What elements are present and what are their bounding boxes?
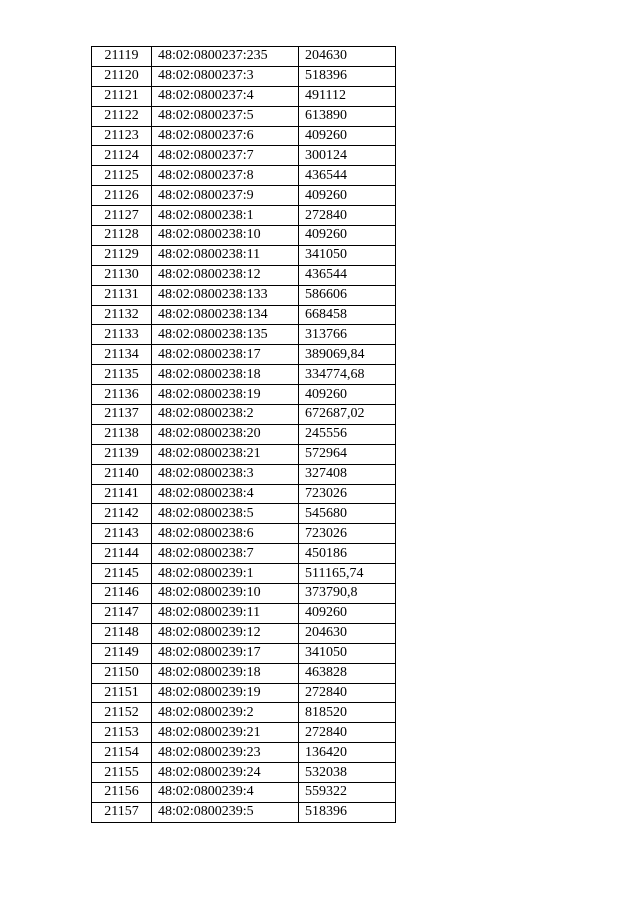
value-cell: 511165,74 — [299, 564, 396, 584]
row-number-cell: 21130 — [92, 265, 152, 285]
cadastral-number-cell: 48:02:0800238:10 — [152, 226, 299, 246]
table-row — [92, 643, 396, 663]
row-number-cell: 21152 — [92, 703, 152, 723]
cadastral-number-cell: 48:02:0800239:1 — [152, 564, 299, 584]
value-cell: 204630 — [299, 47, 396, 67]
row-number-cell: 21126 — [92, 186, 152, 206]
table-row — [92, 325, 396, 345]
row-number-cell: 21127 — [92, 206, 152, 226]
table-row — [92, 106, 396, 126]
cadastral-number-cell: 48:02:0800239:2 — [152, 703, 299, 723]
cadastral-number-cell: 48:02:0800238:20 — [152, 424, 299, 444]
row-number-cell: 21141 — [92, 484, 152, 504]
cadastral-number-cell: 48:02:0800238:12 — [152, 265, 299, 285]
table-row — [92, 504, 396, 524]
table-row — [92, 524, 396, 544]
row-number-cell: 21131 — [92, 285, 152, 305]
value-cell: 463828 — [299, 663, 396, 683]
cadastral-number-cell: 48:02:0800239:24 — [152, 763, 299, 783]
value-cell: 518396 — [299, 802, 396, 822]
cadastral-number-cell: 48:02:0800238:135 — [152, 325, 299, 345]
value-cell: 672687,02 — [299, 405, 396, 425]
row-number-cell: 21132 — [92, 305, 152, 325]
table-row — [92, 623, 396, 643]
row-number-cell: 21146 — [92, 584, 152, 604]
value-cell: 436544 — [299, 265, 396, 285]
row-number-cell: 21133 — [92, 325, 152, 345]
table-row — [92, 245, 396, 265]
value-cell: 409260 — [299, 385, 396, 405]
cadastral-number-cell: 48:02:0800237:3 — [152, 66, 299, 86]
cadastral-number-cell: 48:02:0800237:5 — [152, 106, 299, 126]
cadastral-number-cell: 48:02:0800238:134 — [152, 305, 299, 325]
value-cell: 409260 — [299, 603, 396, 623]
table-row — [92, 345, 396, 365]
table-row — [92, 782, 396, 802]
cadastral-number-cell: 48:02:0800238:7 — [152, 544, 299, 564]
table-row — [92, 603, 396, 623]
cadastral-number-cell: 48:02:0800239:23 — [152, 743, 299, 763]
row-number-cell: 21153 — [92, 723, 152, 743]
cadastral-number-cell: 48:02:0800238:6 — [152, 524, 299, 544]
value-cell: 518396 — [299, 66, 396, 86]
cadastral-number-cell: 48:02:0800237:9 — [152, 186, 299, 206]
cadastral-number-cell: 48:02:0800238:3 — [152, 464, 299, 484]
row-number-cell: 21139 — [92, 444, 152, 464]
row-number-cell: 21124 — [92, 146, 152, 166]
table-row — [92, 484, 396, 504]
table-row — [92, 365, 396, 385]
cadastral-value-table — [91, 46, 396, 823]
cadastral-number-cell: 48:02:0800238:11 — [152, 245, 299, 265]
value-cell: 300124 — [299, 146, 396, 166]
table-row — [92, 206, 396, 226]
value-cell: 545680 — [299, 504, 396, 524]
cadastral-number-cell: 48:02:0800238:19 — [152, 385, 299, 405]
table-row — [92, 265, 396, 285]
value-cell: 136420 — [299, 743, 396, 763]
row-number-cell: 21157 — [92, 802, 152, 822]
cadastral-number-cell: 48:02:0800237:6 — [152, 126, 299, 146]
cadastral-number-cell: 48:02:0800238:17 — [152, 345, 299, 365]
table-row — [92, 86, 396, 106]
cadastral-number-cell: 48:02:0800239:4 — [152, 782, 299, 802]
row-number-cell: 21149 — [92, 643, 152, 663]
cadastral-number-cell: 48:02:0800239:5 — [152, 802, 299, 822]
cadastral-number-cell: 48:02:0800239:19 — [152, 683, 299, 703]
row-number-cell: 21122 — [92, 106, 152, 126]
row-number-cell: 21136 — [92, 385, 152, 405]
value-cell: 334774,68 — [299, 365, 396, 385]
row-number-cell: 21155 — [92, 763, 152, 783]
table-row — [92, 424, 396, 444]
value-cell: 204630 — [299, 623, 396, 643]
value-cell: 613890 — [299, 106, 396, 126]
cadastral-number-cell: 48:02:0800238:133 — [152, 285, 299, 305]
cadastral-number-cell: 48:02:0800239:17 — [152, 643, 299, 663]
value-cell: 409260 — [299, 126, 396, 146]
value-cell: 272840 — [299, 683, 396, 703]
row-number-cell: 21151 — [92, 683, 152, 703]
cadastral-number-cell: 48:02:0800237:4 — [152, 86, 299, 106]
table-row — [92, 683, 396, 703]
cadastral-number-cell: 48:02:0800238:1 — [152, 206, 299, 226]
cadastral-number-cell: 48:02:0800238:5 — [152, 504, 299, 524]
table-row — [92, 126, 396, 146]
cadastral-number-cell: 48:02:0800239:12 — [152, 623, 299, 643]
cadastral-number-cell: 48:02:0800238:4 — [152, 484, 299, 504]
table-row — [92, 743, 396, 763]
table-row — [92, 285, 396, 305]
cadastral-number-cell: 48:02:0800238:2 — [152, 405, 299, 425]
value-cell: 409260 — [299, 186, 396, 206]
table-row — [92, 186, 396, 206]
table-row — [92, 564, 396, 584]
table-row — [92, 802, 396, 822]
row-number-cell: 21137 — [92, 405, 152, 425]
cadastral-number-cell: 48:02:0800237:7 — [152, 146, 299, 166]
value-cell: 341050 — [299, 245, 396, 265]
value-cell: 572964 — [299, 444, 396, 464]
table-row — [92, 544, 396, 564]
table-row — [92, 166, 396, 186]
value-cell: 818520 — [299, 703, 396, 723]
row-number-cell: 21150 — [92, 663, 152, 683]
value-cell: 245556 — [299, 424, 396, 444]
row-number-cell: 21143 — [92, 524, 152, 544]
row-number-cell: 21154 — [92, 743, 152, 763]
value-cell: 559322 — [299, 782, 396, 802]
row-number-cell: 21134 — [92, 345, 152, 365]
row-number-cell: 21156 — [92, 782, 152, 802]
value-cell: 450186 — [299, 544, 396, 564]
cadastral-number-cell: 48:02:0800237:8 — [152, 166, 299, 186]
table-row — [92, 146, 396, 166]
cadastral-number-cell: 48:02:0800238:18 — [152, 365, 299, 385]
table-row — [92, 763, 396, 783]
cadastral-number-cell: 48:02:0800239:10 — [152, 584, 299, 604]
table-row — [92, 444, 396, 464]
value-cell: 313766 — [299, 325, 396, 345]
table-row — [92, 703, 396, 723]
table-row — [92, 464, 396, 484]
table-row — [92, 66, 396, 86]
value-cell: 436544 — [299, 166, 396, 186]
row-number-cell: 21128 — [92, 226, 152, 246]
row-number-cell: 21144 — [92, 544, 152, 564]
value-cell: 327408 — [299, 464, 396, 484]
value-cell: 723026 — [299, 524, 396, 544]
row-number-cell: 21123 — [92, 126, 152, 146]
table-row — [92, 663, 396, 683]
value-cell: 668458 — [299, 305, 396, 325]
row-number-cell: 21119 — [92, 47, 152, 67]
table-row — [92, 47, 396, 67]
value-cell: 586606 — [299, 285, 396, 305]
value-cell: 723026 — [299, 484, 396, 504]
table-body — [92, 47, 396, 823]
row-number-cell: 21140 — [92, 464, 152, 484]
row-number-cell: 21135 — [92, 365, 152, 385]
value-cell: 389069,84 — [299, 345, 396, 365]
table-row — [92, 584, 396, 604]
value-cell: 409260 — [299, 226, 396, 246]
cadastral-number-cell: 48:02:0800239:18 — [152, 663, 299, 683]
row-number-cell: 21121 — [92, 86, 152, 106]
value-cell: 272840 — [299, 206, 396, 226]
table-row — [92, 305, 396, 325]
value-cell: 272840 — [299, 723, 396, 743]
table-row — [92, 405, 396, 425]
cadastral-number-cell: 48:02:0800237:235 — [152, 47, 299, 67]
table-row — [92, 385, 396, 405]
value-cell: 373790,8 — [299, 584, 396, 604]
row-number-cell: 21145 — [92, 564, 152, 584]
row-number-cell: 21129 — [92, 245, 152, 265]
table-row — [92, 226, 396, 246]
row-number-cell: 21138 — [92, 424, 152, 444]
row-number-cell: 21120 — [92, 66, 152, 86]
table-row — [92, 723, 396, 743]
cadastral-number-cell: 48:02:0800239:21 — [152, 723, 299, 743]
value-cell: 491112 — [299, 86, 396, 106]
cadastral-number-cell: 48:02:0800239:11 — [152, 603, 299, 623]
row-number-cell: 21125 — [92, 166, 152, 186]
row-number-cell: 21147 — [92, 603, 152, 623]
row-number-cell: 21148 — [92, 623, 152, 643]
cadastral-number-cell: 48:02:0800238:21 — [152, 444, 299, 464]
row-number-cell: 21142 — [92, 504, 152, 524]
value-cell: 532038 — [299, 763, 396, 783]
value-cell: 341050 — [299, 643, 396, 663]
